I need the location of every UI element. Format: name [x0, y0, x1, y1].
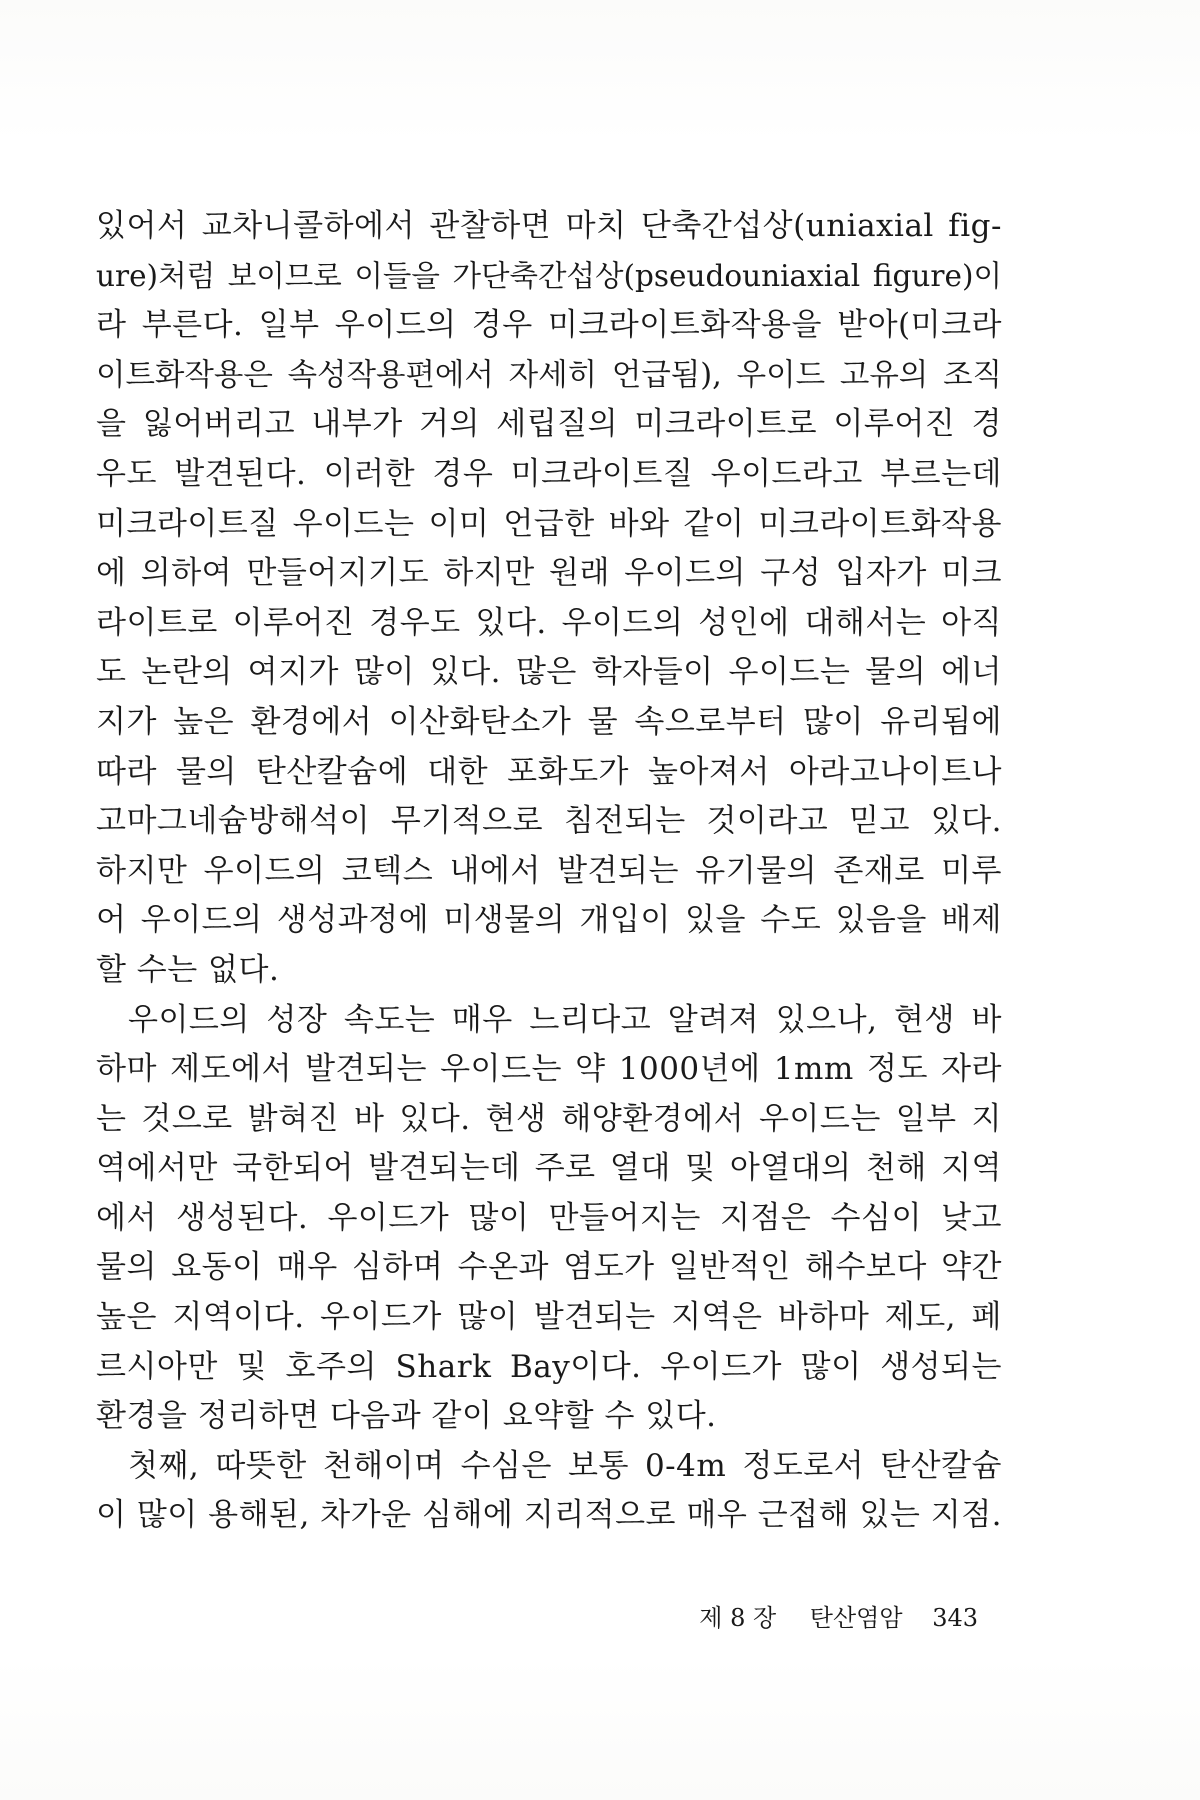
text-line: 어 우이드의 생성과정에 미생물의 개입이 있을 수도 있음을 배제: [96, 902, 1002, 939]
paragraph-2: [96, 996, 1002, 1442]
text-line: 지가 높은 환경에서 이산화탄소가 물 속으로부터 많이 유리됨에: [96, 703, 1002, 740]
text-line: 하마 제도에서 발견되는 우이드는 약 1000년에 1mm 정도 자라: [96, 1051, 1002, 1088]
text-line: 르시아만 및 호주의 Shark Bay이다. 우이드가 많이 생성되는: [96, 1348, 1002, 1385]
section-title: 탄산염암: [809, 1604, 903, 1632]
text-line: 이트화작용은 속성작용편에서 자세히 언급됨), 우이드 고유의 조직: [96, 357, 1002, 393]
text-line: 있어서 교차니콜하에서 관찰하면 마치 단축간섭상(uniaxial fig-: [96, 208, 1002, 244]
text-line: 도 논란의 여지가 많이 있다. 많은 학자들이 우이드는 물의 에너: [96, 654, 1002, 691]
text-line: 이 많이 용해된, 차가운 심해에 지리적으로 매우 근접해 있는 지점.: [96, 1497, 1002, 1534]
text-line: 우이드의 성장 속도는 매우 느리다고 알려져 있으나, 현생 바: [128, 1001, 1002, 1038]
paragraph-3: [96, 1442, 1002, 1541]
body-text: [96, 202, 1002, 1541]
page-footer: [699, 1598, 978, 1638]
chapter-label: 제 8 장: [699, 1604, 777, 1632]
text-line: 에 의하여 만들어지기도 하지만 원래 우이드의 구성 입자가 미크: [96, 555, 1002, 592]
text-line: 에서 생성된다. 우이드가 많이 만들어지는 지점은 수심이 낮고: [96, 1199, 1002, 1236]
text-line: 라 부른다. 일부 우이드의 경우 미크라이트화작용을 받아(미크라: [96, 307, 1002, 344]
text-line: 는 것으로 밝혀진 바 있다. 현생 해양환경에서 우이드는 일부 지: [96, 1100, 1002, 1137]
text-line: 을 잃어버리고 내부가 거의 세립질의 미크라이트로 이루어진 경: [96, 406, 1002, 443]
text-line: 고마그네슘방해석이 무기적으로 침전되는 것이라고 믿고 있다.: [96, 803, 1002, 840]
text-line: 미크라이트질 우이드는 이미 언급한 바와 같이 미크라이트화작용: [96, 505, 1002, 542]
text-line: 하지만 우이드의 코텍스 내에서 발견되는 유기물의 존재로 미루: [96, 852, 1002, 889]
text-line: 높은 지역이다. 우이드가 많이 발견되는 지역은 바하마 제도, 페: [96, 1299, 1002, 1336]
page-number: 343: [932, 1604, 978, 1632]
text-line: 물의 요동이 매우 심하며 수온과 염도가 일반적인 해수보다 약간: [96, 1249, 1002, 1286]
text-line: 할 수는 없다.: [96, 951, 280, 988]
text-line: 우도 발견된다. 이러한 경우 미크라이트질 우이드라고 부르는데: [96, 455, 1002, 492]
text-line: 첫째, 따뜻한 천해이며 수심은 보통 0-4m 정도로서 탄산칼슘: [128, 1447, 1002, 1484]
text-line: 따라 물의 탄산칼슘에 대한 포화도가 높아져서 아라고나이트나: [96, 753, 1002, 790]
text-line: ure)처럼 보이므로 이들을 가단축간섭상(pseudouniaxial figure)이: [96, 258, 1002, 293]
text-line: 라이트로 이루어진 경우도 있다. 우이드의 성인에 대해서는 아직: [96, 604, 1002, 641]
paragraph-1: [96, 202, 1002, 996]
text-line: 역에서만 국한되어 발견되는데 주로 열대 및 아열대의 천해 지역: [96, 1150, 1002, 1187]
text-line: 환경을 정리하면 다음과 같이 요약할 수 있다.: [96, 1398, 717, 1435]
